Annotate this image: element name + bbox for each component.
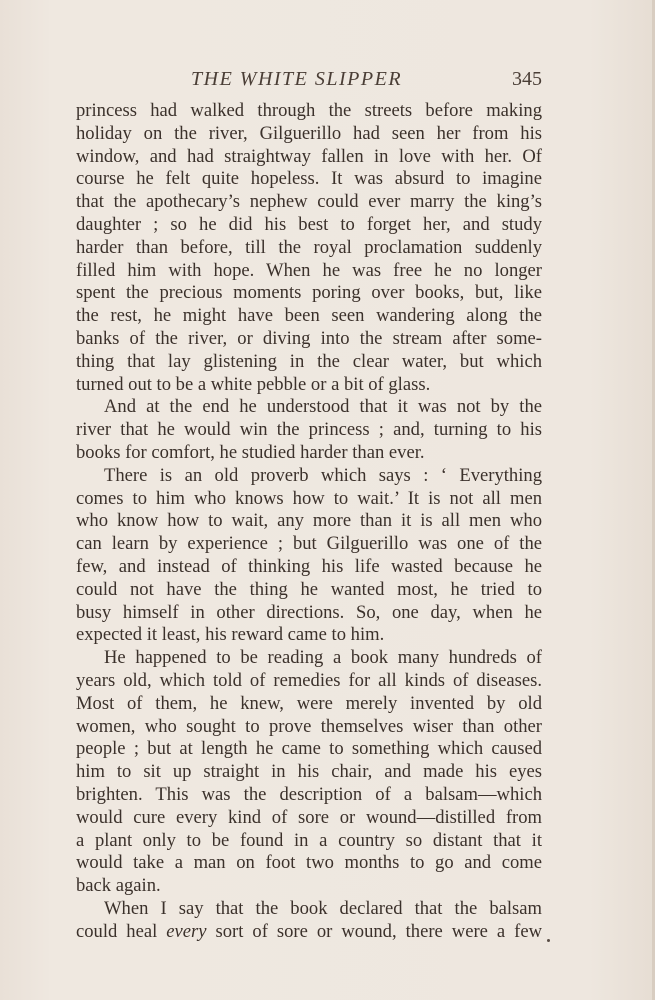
text-line: Most of them, he knew, were merely invented by old — [76, 692, 542, 714]
text-line: years old, which told of remedies for all kinds of diseases. — [76, 669, 542, 691]
text-line: would take a man on foot two months to go and come — [76, 852, 542, 874]
text-line: would cure every kind of sore or wound—distilled from — [76, 806, 542, 828]
text-line: a plant only to be found in a country so distant that it — [76, 829, 542, 851]
text-line: thing that lay glistening in the clear water, but which — [76, 350, 542, 372]
text-line: back again. — [76, 875, 161, 897]
text-line: the rest, he might have been seen wandering along the — [76, 305, 542, 327]
paragraph-start: He happened to be reading a book many hundreds of — [104, 647, 542, 669]
text-line: people ; but at length he came to something which caused — [76, 738, 542, 760]
text-segment: could heal — [76, 920, 167, 942]
text-line: women, who sought to prove themselves wiser than other — [76, 715, 542, 737]
text-line: brighten. This was the description of a balsam—which — [76, 783, 542, 805]
text-line: who know how to wait, any more than it is all men who — [76, 510, 542, 532]
text-line: banks of the river, or diving into the stream after some- — [76, 327, 542, 349]
text-line: books for comfort, he studied harder than ever. — [76, 441, 425, 463]
paragraph-start: When I say that the book declared that the balsam — [104, 897, 542, 919]
text-line-with-emphasis — [76, 921, 542, 944]
text-line: holiday on the river, Gilguerillo had seen her from his — [76, 122, 542, 144]
ink-mark — [547, 939, 550, 942]
text-line: can learn by experience ; but Gilguerillo was one of the — [76, 533, 542, 555]
text-line: busy himself in other directions. So, one day, when he — [76, 601, 542, 623]
text-line: him to sit up straight in his chair, and made his eyes — [76, 761, 542, 783]
text-line: filled him with hope. When he was free he no longer — [76, 259, 542, 281]
text-line: could not have the thing he wanted most, he tried to — [76, 578, 542, 600]
text-line: princess had walked through the streets before making — [76, 100, 542, 121]
text-segment: sort of sore or wound, there were a few — [206, 920, 543, 942]
text-line: harder than before, till the royal proclamation suddenly — [76, 236, 542, 258]
text-line: few, and instead of thinking his life wasted because he — [76, 555, 542, 577]
text-line: course he felt quite hopeless. It was absurd to imagine — [76, 168, 542, 190]
text-line: river that he would win the princess ; and, turning to his — [76, 419, 542, 441]
emphasis-word: every — [166, 920, 207, 942]
text-line: turned out to be a white pebble or a bit of glass. — [76, 373, 431, 395]
running-title: THE WHITE SLIPPER — [191, 68, 403, 90]
paragraph-start: And at the end he understood that it was not by the — [104, 396, 542, 418]
paragraph-start: There is an old proverb which says : ‘ Everything — [104, 464, 542, 486]
body-text — [76, 100, 542, 943]
page-header — [76, 64, 542, 94]
text-line: spent the precious moments poring over books, but, like — [76, 282, 542, 304]
page-number: 345 — [512, 68, 542, 90]
text-line: comes to him who knows how to wait.’ It is not all men — [76, 487, 542, 509]
text-line: daughter ; so he did his best to forget her, and study — [76, 213, 542, 235]
text-line: expected it least, his reward came to him. — [76, 624, 385, 646]
text-line: window, and had straightway fallen in love with her. Of — [76, 145, 542, 167]
text-line: that the apothecary’s nephew could ever marry the king’s — [76, 191, 542, 213]
